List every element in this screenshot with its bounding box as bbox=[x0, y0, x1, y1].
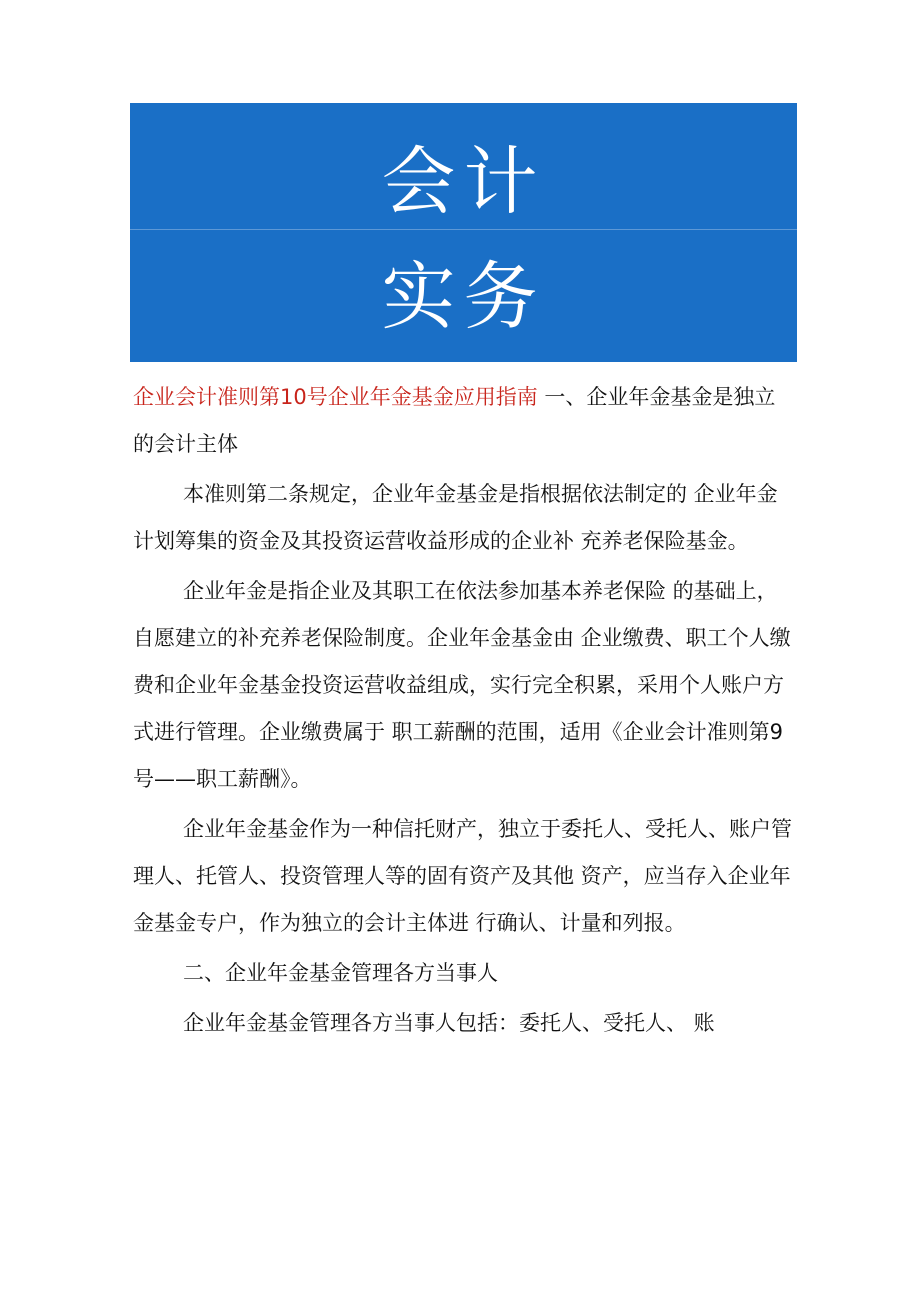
paragraph: 企业年金基金管理各方当事人包括：委托人、受托人、 账 bbox=[183, 1011, 715, 1035]
banner-divider bbox=[130, 229, 797, 230]
banner-title-line-1: 会计 bbox=[381, 139, 546, 225]
paragraph: 企业年金基金作为一种信托财产，独立于委托人、受托人、账户管理人、托管人、投资管理人等的固有资产及其他 资产，应当存入企业年金基金专户，作为独立的会计主体进 行确认、计量和列报。 bbox=[133, 817, 792, 935]
document-heading bbox=[133, 374, 793, 468]
document-body bbox=[133, 374, 793, 1050]
section-one-heading: 一、企业年金基金是独立的会计主体 bbox=[133, 385, 776, 456]
guide-title: 企业会计准则第10号企业年金基金应用指南 bbox=[133, 385, 538, 409]
paragraph: 本准则第二条规定，企业年金基金是指根据依法制定的 企业年金计划筹集的资金及其投资运营收益形成的企业补 充养老保险基金。 bbox=[133, 482, 778, 553]
banner-title-line-2: 实务 bbox=[381, 254, 546, 340]
section-two-heading: 二、企业年金基金管理各方当事人 bbox=[183, 961, 498, 985]
paragraph: 企业年金是指企业及其职工在依法参加基本养老保险 的基础上，自愿建立的补充养老保险制度。企业年金基金由 企业缴费、职工个人缴费和企业年金基金投资运营收益组成，实行完全积累，采用个人账户方式进行管理。企业缴费属于 职工薪酬的范围，适用《企业会计准则第9号——职工薪酬》。 bbox=[133, 579, 791, 791]
